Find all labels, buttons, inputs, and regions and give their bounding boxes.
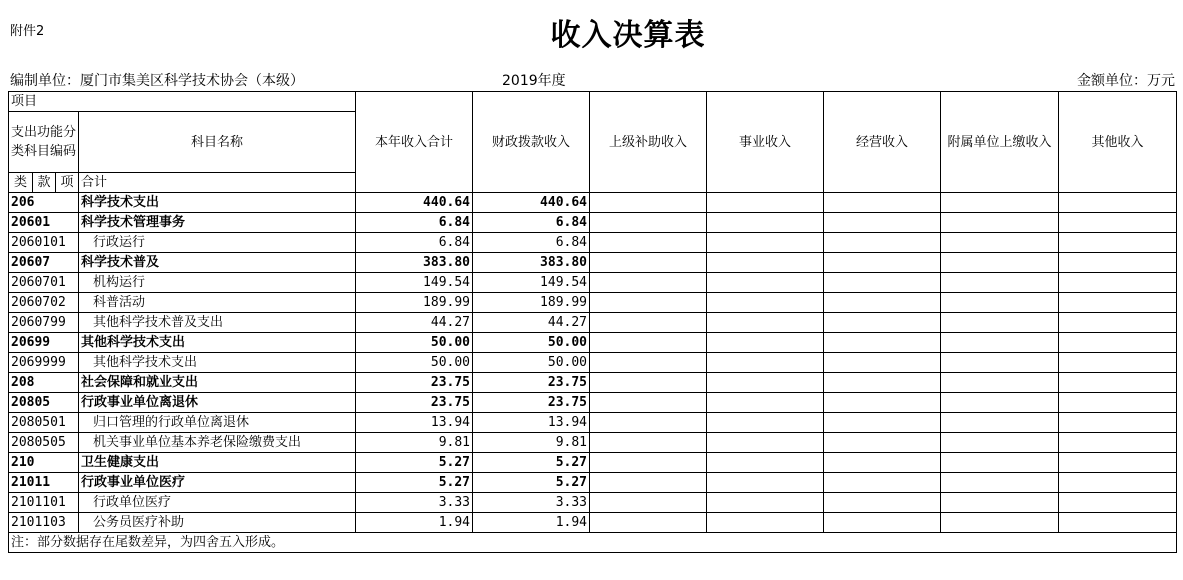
empty-cell [707,453,824,473]
row-fiscal: 50.00 [473,353,590,373]
empty-cell [707,493,824,513]
empty-cell [590,473,707,493]
empty-cell [590,453,707,473]
row-name: 行政事业单位医疗 [79,473,356,493]
row-name: 行政运行 [79,233,356,253]
row-code: 20699 [9,333,79,353]
empty-cell [1059,513,1177,533]
empty-cell [824,473,941,493]
row-name: 其他科学技术支出 [79,353,356,373]
empty-cell [590,393,707,413]
empty-cell [590,273,707,293]
fiscal-year-label: 2019年度 [502,73,566,89]
table-row [9,373,1177,393]
empty-cell [1059,233,1177,253]
empty-cell [824,453,941,473]
row-code: 206 [9,193,79,213]
table-row [9,193,1177,213]
income-table [8,91,1177,553]
org-unit-label: 编制单位：厦门市集美区科学技术协会（本级） [10,73,304,89]
empty-cell [941,233,1059,253]
header-fiscal: 财政拨款收入 [473,92,590,193]
empty-cell [824,513,941,533]
empty-cell [941,293,1059,313]
table-row [9,313,1177,333]
header-affiliated: 附属单位上缴收入 [941,92,1059,193]
empty-cell [1059,393,1177,413]
empty-cell [1059,253,1177,273]
row-fiscal: 44.27 [473,313,590,333]
row-fiscal: 6.84 [473,233,590,253]
row-total: 50.00 [356,353,473,373]
row-code: 208 [9,373,79,393]
row-name: 其他科学技术支出 [79,333,356,353]
header-item: 项目 [9,92,356,112]
header-lei: 类 [9,173,33,193]
row-name: 归口管理的行政单位离退休 [79,413,356,433]
empty-cell [590,333,707,353]
empty-cell [824,493,941,513]
empty-cell [590,433,707,453]
table-row [9,213,1177,233]
row-name: 科普活动 [79,293,356,313]
row-code: 2101101 [9,493,79,513]
empty-cell [707,433,824,453]
empty-cell [824,413,941,433]
row-total: 23.75 [356,393,473,413]
row-code: 20601 [9,213,79,233]
note-row [9,533,1177,553]
row-fiscal: 5.27 [473,453,590,473]
empty-cell [824,193,941,213]
row-total: 23.75 [356,373,473,393]
empty-cell [824,373,941,393]
table-row [9,433,1177,453]
row-total: 383.80 [356,253,473,273]
row-name: 行政事业单位离退休 [79,393,356,413]
row-total: 5.27 [356,453,473,473]
empty-cell [1059,413,1177,433]
empty-cell [1059,453,1177,473]
header-subject: 科目名称 [79,112,356,173]
empty-cell [941,313,1059,333]
empty-cell [707,293,824,313]
empty-cell [824,433,941,453]
row-code: 2060702 [9,293,79,313]
row-fiscal: 1.94 [473,513,590,533]
row-code: 21011 [9,473,79,493]
row-code: 2069999 [9,353,79,373]
empty-cell [824,353,941,373]
row-fiscal: 23.75 [473,373,590,393]
empty-cell [1059,373,1177,393]
row-fiscal: 23.75 [473,393,590,413]
header-other: 其他收入 [1059,92,1177,193]
table-row [9,273,1177,293]
table-row [9,493,1177,513]
empty-cell [590,293,707,313]
row-name: 机关事业单位基本养老保险缴费支出 [79,433,356,453]
empty-cell [941,453,1059,473]
empty-cell [941,433,1059,453]
row-code: 2080501 [9,413,79,433]
empty-cell [1059,213,1177,233]
empty-cell [824,253,941,273]
empty-cell [941,333,1059,353]
empty-cell [707,513,824,533]
empty-cell [1059,433,1177,453]
annex-label: 附件2 [10,24,45,39]
empty-cell [824,393,941,413]
empty-cell [707,233,824,253]
empty-cell [590,313,707,333]
row-fiscal: 6.84 [473,213,590,233]
row-name: 卫生健康支出 [79,453,356,473]
empty-cell [707,193,824,213]
row-name: 社会保障和就业支出 [79,373,356,393]
row-code: 2060799 [9,313,79,333]
row-total: 149.54 [356,273,473,293]
empty-cell [941,273,1059,293]
empty-cell [590,493,707,513]
empty-cell [707,353,824,373]
empty-cell [707,253,824,273]
footnote: 注：部分数据存在尾数差异，为四舍五入形成。 [9,533,1177,553]
row-total: 6.84 [356,233,473,253]
empty-cell [1059,473,1177,493]
empty-cell [1059,273,1177,293]
row-fiscal: 13.94 [473,413,590,433]
empty-cell [1059,313,1177,333]
empty-cell [707,473,824,493]
row-name: 科学技术普及 [79,253,356,273]
table-row [9,333,1177,353]
empty-cell [590,513,707,533]
row-fiscal: 383.80 [473,253,590,273]
empty-cell [590,373,707,393]
row-total: 13.94 [356,413,473,433]
row-code: 2060101 [9,233,79,253]
row-total: 9.81 [356,433,473,453]
row-total: 189.99 [356,293,473,313]
empty-cell [941,513,1059,533]
empty-cell [941,413,1059,433]
row-total: 1.94 [356,513,473,533]
row-code: 20805 [9,393,79,413]
empty-cell [707,393,824,413]
row-code: 20607 [9,253,79,273]
table-row [9,393,1177,413]
row-total: 44.27 [356,313,473,333]
header-total: 本年收入合计 [356,92,473,193]
header-business: 事业收入 [707,92,824,193]
row-code: 2080505 [9,433,79,453]
row-name: 其他科学技术普及支出 [79,313,356,333]
header-operating: 经营收入 [824,92,941,193]
empty-cell [824,233,941,253]
empty-cell [1059,193,1177,213]
empty-cell [1059,293,1177,313]
empty-cell [824,273,941,293]
table-row [9,413,1177,433]
table-row [9,473,1177,493]
row-code: 2101103 [9,513,79,533]
row-fiscal: 149.54 [473,273,590,293]
row-fiscal: 5.27 [473,473,590,493]
empty-cell [941,193,1059,213]
row-name: 行政单位医疗 [79,493,356,513]
row-fiscal: 50.00 [473,333,590,353]
empty-cell [590,193,707,213]
row-fiscal: 9.81 [473,433,590,453]
row-name: 公务员医疗补助 [79,513,356,533]
empty-cell [941,393,1059,413]
empty-cell [824,313,941,333]
row-name: 机构运行 [79,273,356,293]
empty-cell [1059,353,1177,373]
page-title: 收入决算表 [550,18,706,53]
row-fiscal: 440.64 [473,193,590,213]
table-row [9,253,1177,273]
row-fiscal: 189.99 [473,293,590,313]
empty-cell [590,213,707,233]
empty-cell [941,493,1059,513]
table-row [9,353,1177,373]
empty-cell [707,413,824,433]
empty-cell [1059,333,1177,353]
empty-cell [824,333,941,353]
table-row [9,293,1177,313]
empty-cell [707,373,824,393]
empty-cell [590,353,707,373]
row-code: 2060701 [9,273,79,293]
row-code: 210 [9,453,79,473]
table-row [9,453,1177,473]
empty-cell [824,213,941,233]
empty-cell [707,273,824,293]
table-row [9,233,1177,253]
table-row [9,513,1177,533]
row-name: 科学技术支出 [79,193,356,213]
empty-cell [941,373,1059,393]
empty-cell [941,213,1059,233]
empty-cell [707,333,824,353]
row-name: 科学技术管理事务 [79,213,356,233]
row-fiscal: 3.33 [473,493,590,513]
empty-cell [941,353,1059,373]
row-total: 3.33 [356,493,473,513]
empty-cell [590,233,707,253]
row-total: 50.00 [356,333,473,353]
header-kuan: 款 [33,173,56,193]
header-func-code: 支出功能分类科目编码 [9,112,79,173]
row-total: 5.27 [356,473,473,493]
empty-cell [824,293,941,313]
empty-cell [707,313,824,333]
empty-cell [707,213,824,233]
empty-cell [590,413,707,433]
row-total: 440.64 [356,193,473,213]
empty-cell [941,253,1059,273]
empty-cell [1059,493,1177,513]
header-xiang: 项 [56,173,79,193]
sum-label: 合计 [79,173,356,193]
amount-unit-label: 金额单位：万元 [1077,73,1175,89]
header-upper: 上级补助收入 [590,92,707,193]
empty-cell [941,473,1059,493]
empty-cell [590,253,707,273]
row-total: 6.84 [356,213,473,233]
